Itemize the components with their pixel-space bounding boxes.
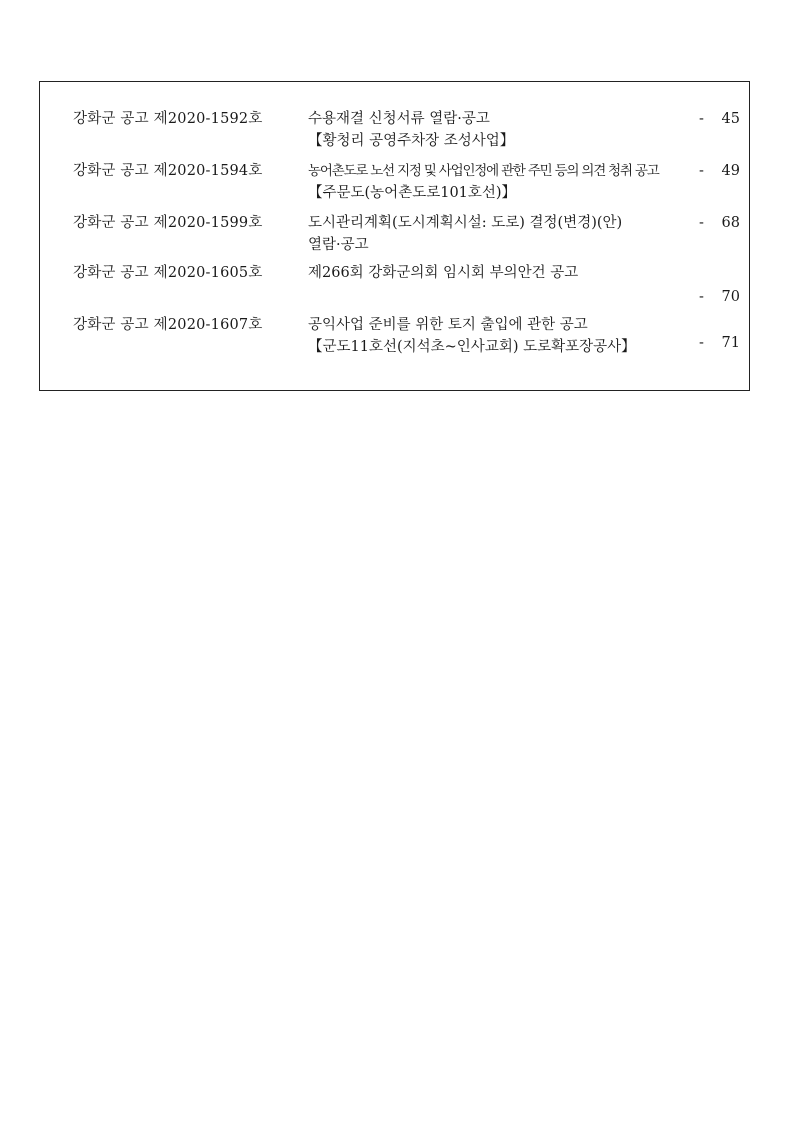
- notice-title-line: 제266회 강화군의회 임시회 부의안건 공고: [308, 265, 579, 281]
- notice-title-line: 【군도11호선(지석초~인사교회) 도로확포장공사】: [308, 339, 636, 355]
- notice-title: [308, 262, 700, 284]
- page-number: 68: [721, 215, 740, 231]
- leader-dash: -: [699, 289, 704, 305]
- notice-number: 강화군 공고 제2020-1594호: [73, 163, 263, 179]
- leader-dash: -: [699, 163, 704, 179]
- notice-number: 강화군 공고 제2020-1607호: [73, 317, 263, 333]
- page-number: 49: [721, 163, 740, 179]
- notice-number: 강화군 공고 제2020-1599호: [73, 215, 263, 231]
- notice-title: [308, 108, 700, 152]
- table-of-contents-box: [39, 81, 750, 391]
- notice-title: [308, 314, 700, 358]
- notice-number: 강화군 공고 제2020-1592호: [73, 111, 263, 127]
- notice-title-line: 수용재결 신청서류 열람·공고: [308, 111, 490, 127]
- notice-title-line: 공익사업 준비를 위한 토지 출입에 관한 공고: [308, 317, 588, 333]
- leader-dash: -: [699, 215, 704, 231]
- page-number: 70: [721, 289, 740, 305]
- page-number: 45: [721, 111, 740, 127]
- notice-title-line: 도시관리계획(도시계획시설: 도로) 결정(변경)(안): [308, 215, 623, 231]
- notice-title-line: 농어촌도로 노선 지정 및 사업인정에 관한 주민 등의 의견 청취 공고: [308, 163, 659, 179]
- leader-dash: -: [699, 111, 704, 127]
- notice-title-line: 【주문도(농어촌도로101호선)】: [308, 185, 517, 201]
- notice-number: 강화군 공고 제2020-1605호: [73, 265, 263, 281]
- notice-title: [308, 160, 700, 204]
- notice-title-line: 【황청리 공영주차장 조성사업】: [308, 133, 515, 149]
- page-number: 71: [721, 335, 740, 351]
- notice-title-line: 열람·공고: [308, 237, 369, 253]
- notice-title: [308, 212, 700, 256]
- leader-dash: -: [699, 335, 704, 351]
